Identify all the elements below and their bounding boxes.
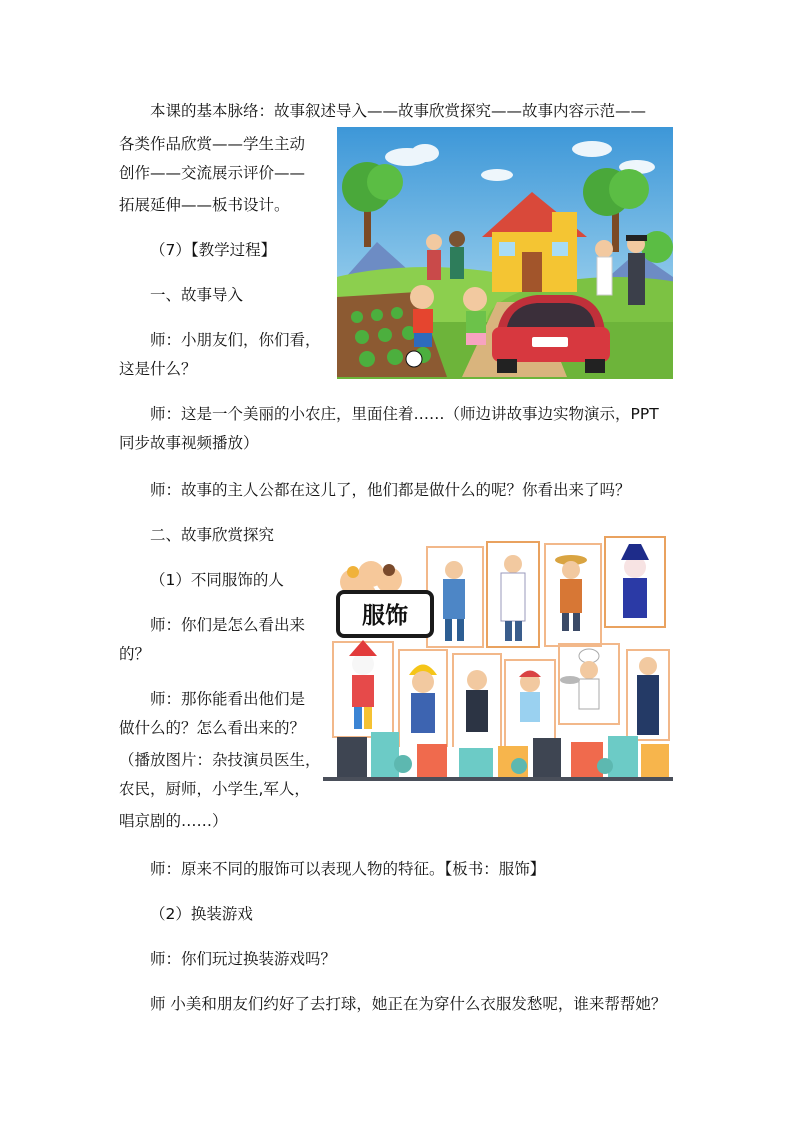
intro-line-3: 创作——交流展示评价—— [119, 164, 306, 182]
teacher-line-1b: 这是什么？ [119, 360, 197, 378]
teacher-line-7: 师：你们玩过换装游戏吗？ [150, 950, 337, 968]
teacher-line-5b: 做什么的？怎么看出来的？ [119, 719, 306, 737]
teacher-line-2a: 师：这是一个美丽的小农庄，里面住着……（师边讲故事边实物演示，PPT [150, 405, 659, 423]
subheading-1: （1）不同服饰的人 [150, 571, 284, 589]
teacher-line-5d: 农民，厨师，小学生,军人， [119, 780, 310, 798]
teacher-line-3: 师：故事的主人公都在这儿了，他们都是做什么的呢？你看出来了吗？ [150, 481, 631, 499]
occupations-illustration [323, 532, 673, 794]
teacher-line-8: 师 小美和朋友们约好了去打球，她正在为穿什么衣服发愁呢，谁来帮帮她？ [150, 995, 667, 1013]
intro-line-1: 本课的基本脉络：故事叙述导入——故事欣赏探究——故事内容示范—— [150, 102, 647, 120]
farm-illustration [337, 127, 673, 379]
section-heading-1: 一、故事导入 [150, 286, 244, 304]
teacher-line-4a: 师：你们是怎么看出来 [150, 616, 306, 634]
teacher-line-1a: 师：小朋友们，你们看， [150, 331, 321, 349]
subheading-2: （2）换装游戏 [150, 905, 253, 923]
teacher-line-5c: （播放图片：杂技演员医生， [119, 751, 321, 769]
teacher-line-5e: 唱京剧的……） [119, 812, 228, 830]
teacher-line-4b: 的？ [119, 645, 151, 663]
teacher-line-6: 师：原来不同的服饰可以表现人物的特征。【板书：服饰】 [150, 860, 546, 878]
teacher-line-5a: 师：那你能看出他们是 [150, 690, 306, 708]
teacher-line-2b: 同步故事视频播放） [119, 434, 259, 452]
intro-line-4: 拓展延伸——板书设计。 [119, 196, 290, 214]
process-heading: （7）【教学过程】 [150, 241, 277, 259]
costume-sign-text: 服饰 [362, 603, 408, 629]
section-heading-2: 二、故事欣赏探究 [150, 526, 275, 544]
intro-line-2: 各类作品欣赏——学生主动 [119, 135, 306, 153]
